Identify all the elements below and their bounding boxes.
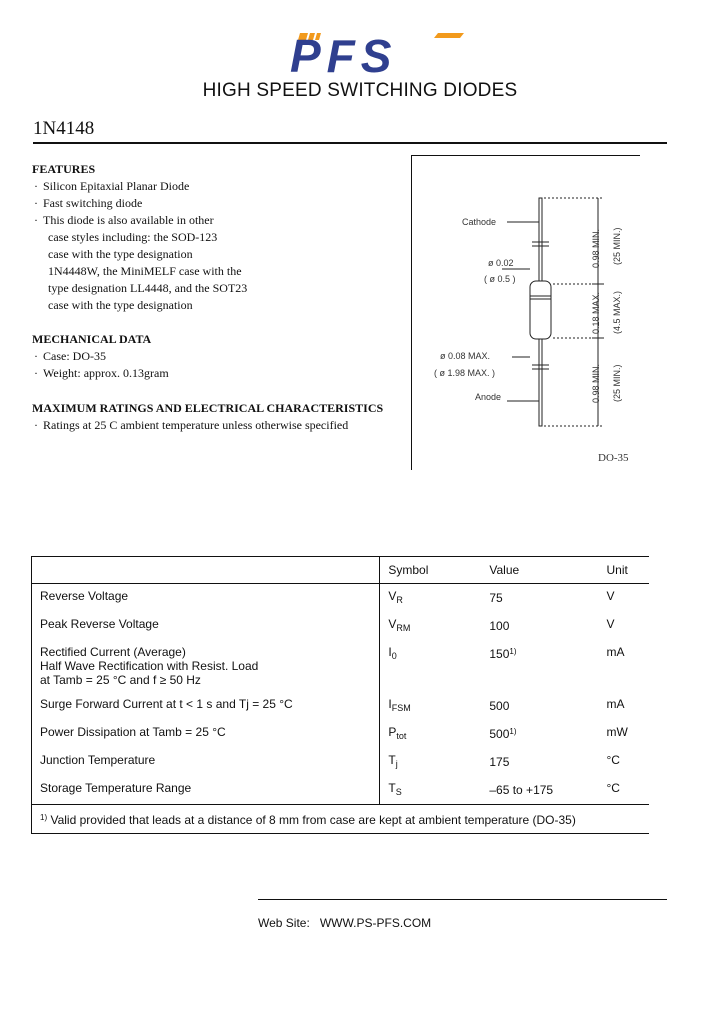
cell-value <box>481 612 598 640</box>
feature-item: · Silicon Epitaxial Planar Diode <box>32 178 392 195</box>
mechanical-item: · Case: DO-35 <box>32 348 392 365</box>
parameter-line: Storage Temperature Range <box>40 781 192 795</box>
parameter-line: Reverse Voltage <box>40 589 129 603</box>
cell-unit: V <box>606 589 615 603</box>
symbol-main: I <box>388 697 392 711</box>
mechanical-item: · Weight: approx. 0.13gram <box>32 365 392 382</box>
ratings-list <box>32 417 412 434</box>
cell-symbol <box>380 692 481 720</box>
cell-parameter <box>32 584 380 613</box>
cell-symbol <box>380 612 481 640</box>
pfs-logo <box>288 30 464 78</box>
symbol-subscript: 0 <box>391 651 397 661</box>
value-text: 500 <box>489 699 510 713</box>
symbol-subscript: S <box>395 787 402 797</box>
value-text: 100 <box>489 619 510 633</box>
ratings-item: · Ratings at 25 C ambient temperature unless otherwise specified <box>32 417 412 434</box>
cell-unit: °C <box>606 781 620 795</box>
symbol-main: I <box>388 645 392 659</box>
cell-parameter <box>32 748 380 776</box>
symbol-main: T <box>388 753 396 767</box>
parameter-line: Peak Reverse Voltage <box>40 617 159 631</box>
part-number: 1N4148 <box>33 118 95 139</box>
symbol-main: P <box>388 725 397 739</box>
cell-unit: mA <box>606 645 625 659</box>
parameter-line: Half Wave Rectification with Resist. Load <box>40 659 259 673</box>
value-footnote-mark: 1) <box>509 647 517 656</box>
value-text: 175 <box>489 755 510 769</box>
footnote-text: Valid provided that leads at a distance of 8 mm from case are kept at ambient temperature (DO-35) <box>50 813 576 827</box>
feature-item-continued: case styles including: the SOD-123 <box>48 230 218 244</box>
cell-unit: mW <box>606 725 628 739</box>
cell-unit: mA <box>606 697 625 711</box>
parameter-line: Power Dissipation at Tamb = 25 °C <box>40 725 226 739</box>
footnote-cell <box>32 805 650 834</box>
symbol-main: V <box>388 589 397 603</box>
package-label: DO-35 <box>598 452 629 464</box>
value-text: 500 <box>489 727 510 741</box>
symbol-subscript: R <box>396 595 403 605</box>
cell-symbol <box>380 776 481 805</box>
lower-lead <box>539 336 542 426</box>
ratings-table <box>31 556 649 834</box>
header-unit: Unit <box>598 557 649 584</box>
parameter-line: Junction Temperature <box>40 753 156 767</box>
table-row <box>32 692 650 720</box>
dim-top-mm: (25 MIN.) <box>612 227 622 265</box>
diode-body <box>530 281 551 339</box>
table-row <box>32 720 650 748</box>
table-row <box>32 584 650 613</box>
header-symbol: Symbol <box>380 557 481 584</box>
parameter-line: at Tamb = 25 °C and f ≥ 50 Hz <box>40 673 201 687</box>
symbol-main: V <box>388 617 397 631</box>
feature-item-continued: case with the type designation <box>48 247 193 261</box>
symbol-subscript: FSM <box>391 703 411 713</box>
lead-diameter-mm: ( ø 0.5 ) <box>484 274 516 284</box>
dim-body-mm: (4.5 MAX.) <box>612 290 622 334</box>
body-diameter-mm: ( ø 1.98 MAX. ) <box>434 368 496 378</box>
cell-symbol <box>380 584 481 613</box>
dim-bottom-in: 0.98 MIN. <box>591 363 601 403</box>
table-row <box>32 748 650 776</box>
header-parameter <box>32 557 380 584</box>
cell-parameter <box>32 720 380 748</box>
cell-unit: °C <box>606 753 620 767</box>
parameter-line: Surge Forward Current at t < 1 s and Tj = 25 °C <box>40 697 293 711</box>
lead-diameter-in: ø 0.02 <box>488 258 514 268</box>
dim-top-in: 0.98 MIN. <box>591 228 601 268</box>
do35-package-diagram <box>412 156 639 469</box>
cell-value <box>481 584 598 613</box>
footnote-mark: 1) <box>40 813 48 822</box>
body-diameter-in: ø 0.08 MAX. <box>440 351 491 361</box>
value-footnote-mark: 1) <box>509 727 517 736</box>
cell-value <box>481 748 598 776</box>
ratings-heading: MAXIMUM RATINGS AND ELECTRICAL CHARACTERISTICS <box>32 401 384 415</box>
cell-value <box>481 692 598 720</box>
cell-unit: V <box>606 617 615 631</box>
cell-parameter <box>32 612 380 640</box>
cell-parameter <box>32 692 380 720</box>
table-row <box>32 776 650 805</box>
logo-text: PFS <box>290 30 398 78</box>
table-header-row <box>32 557 650 584</box>
website-label: Web Site: <box>258 916 310 930</box>
mechanical-heading: MECHANICAL DATA <box>32 332 152 346</box>
parameter-line: Rectified Current (Average) <box>40 645 186 659</box>
symbol-subscript: j <box>395 759 398 769</box>
feature-item: · This diode is also available in other <box>32 212 392 229</box>
cell-symbol <box>380 720 481 748</box>
symbol-main: T <box>388 781 396 795</box>
table-row <box>32 640 650 692</box>
cell-symbol <box>380 640 481 692</box>
cell-symbol <box>380 748 481 776</box>
feature-item-continued: type designation LL4448, and the SOT23 <box>48 281 248 295</box>
feature-item-continued: case with the type designation <box>48 298 193 312</box>
value-text: 75 <box>489 591 503 605</box>
features-heading: FEATURES <box>32 162 96 176</box>
value-text: 150 <box>489 647 510 661</box>
cathode-label: Cathode <box>462 217 497 227</box>
value-text: –65 to +175 <box>489 783 554 797</box>
features-list <box>32 178 392 314</box>
feature-item-continued: 1N4448W, the MiniMELF case with the <box>48 264 242 278</box>
symbol-subscript: RM <box>396 623 411 633</box>
anode-label: Anode <box>475 392 502 402</box>
cell-value <box>481 640 598 692</box>
page-subtitle: HIGH SPEED SWITCHING DIODES <box>202 80 518 101</box>
header-value: Value <box>481 557 598 584</box>
top-rule <box>33 142 667 144</box>
symbol-subscript: tot <box>396 731 407 741</box>
cell-parameter <box>32 776 380 805</box>
feature-item: · Fast switching diode <box>32 195 392 212</box>
cell-value <box>481 720 598 748</box>
table-row <box>32 612 650 640</box>
cell-value <box>481 776 598 805</box>
website-url[interactable]: WWW.PS-PFS.COM <box>319 916 432 930</box>
table-footnote-row <box>32 805 650 834</box>
dim-bottom-mm: (25 MIN.) <box>612 364 622 402</box>
bottom-rule <box>258 899 667 900</box>
cell-parameter <box>32 640 380 692</box>
website-footer <box>258 916 431 930</box>
mechanical-list <box>32 348 392 382</box>
dim-body-in: 0.18 MAX. <box>591 291 601 334</box>
